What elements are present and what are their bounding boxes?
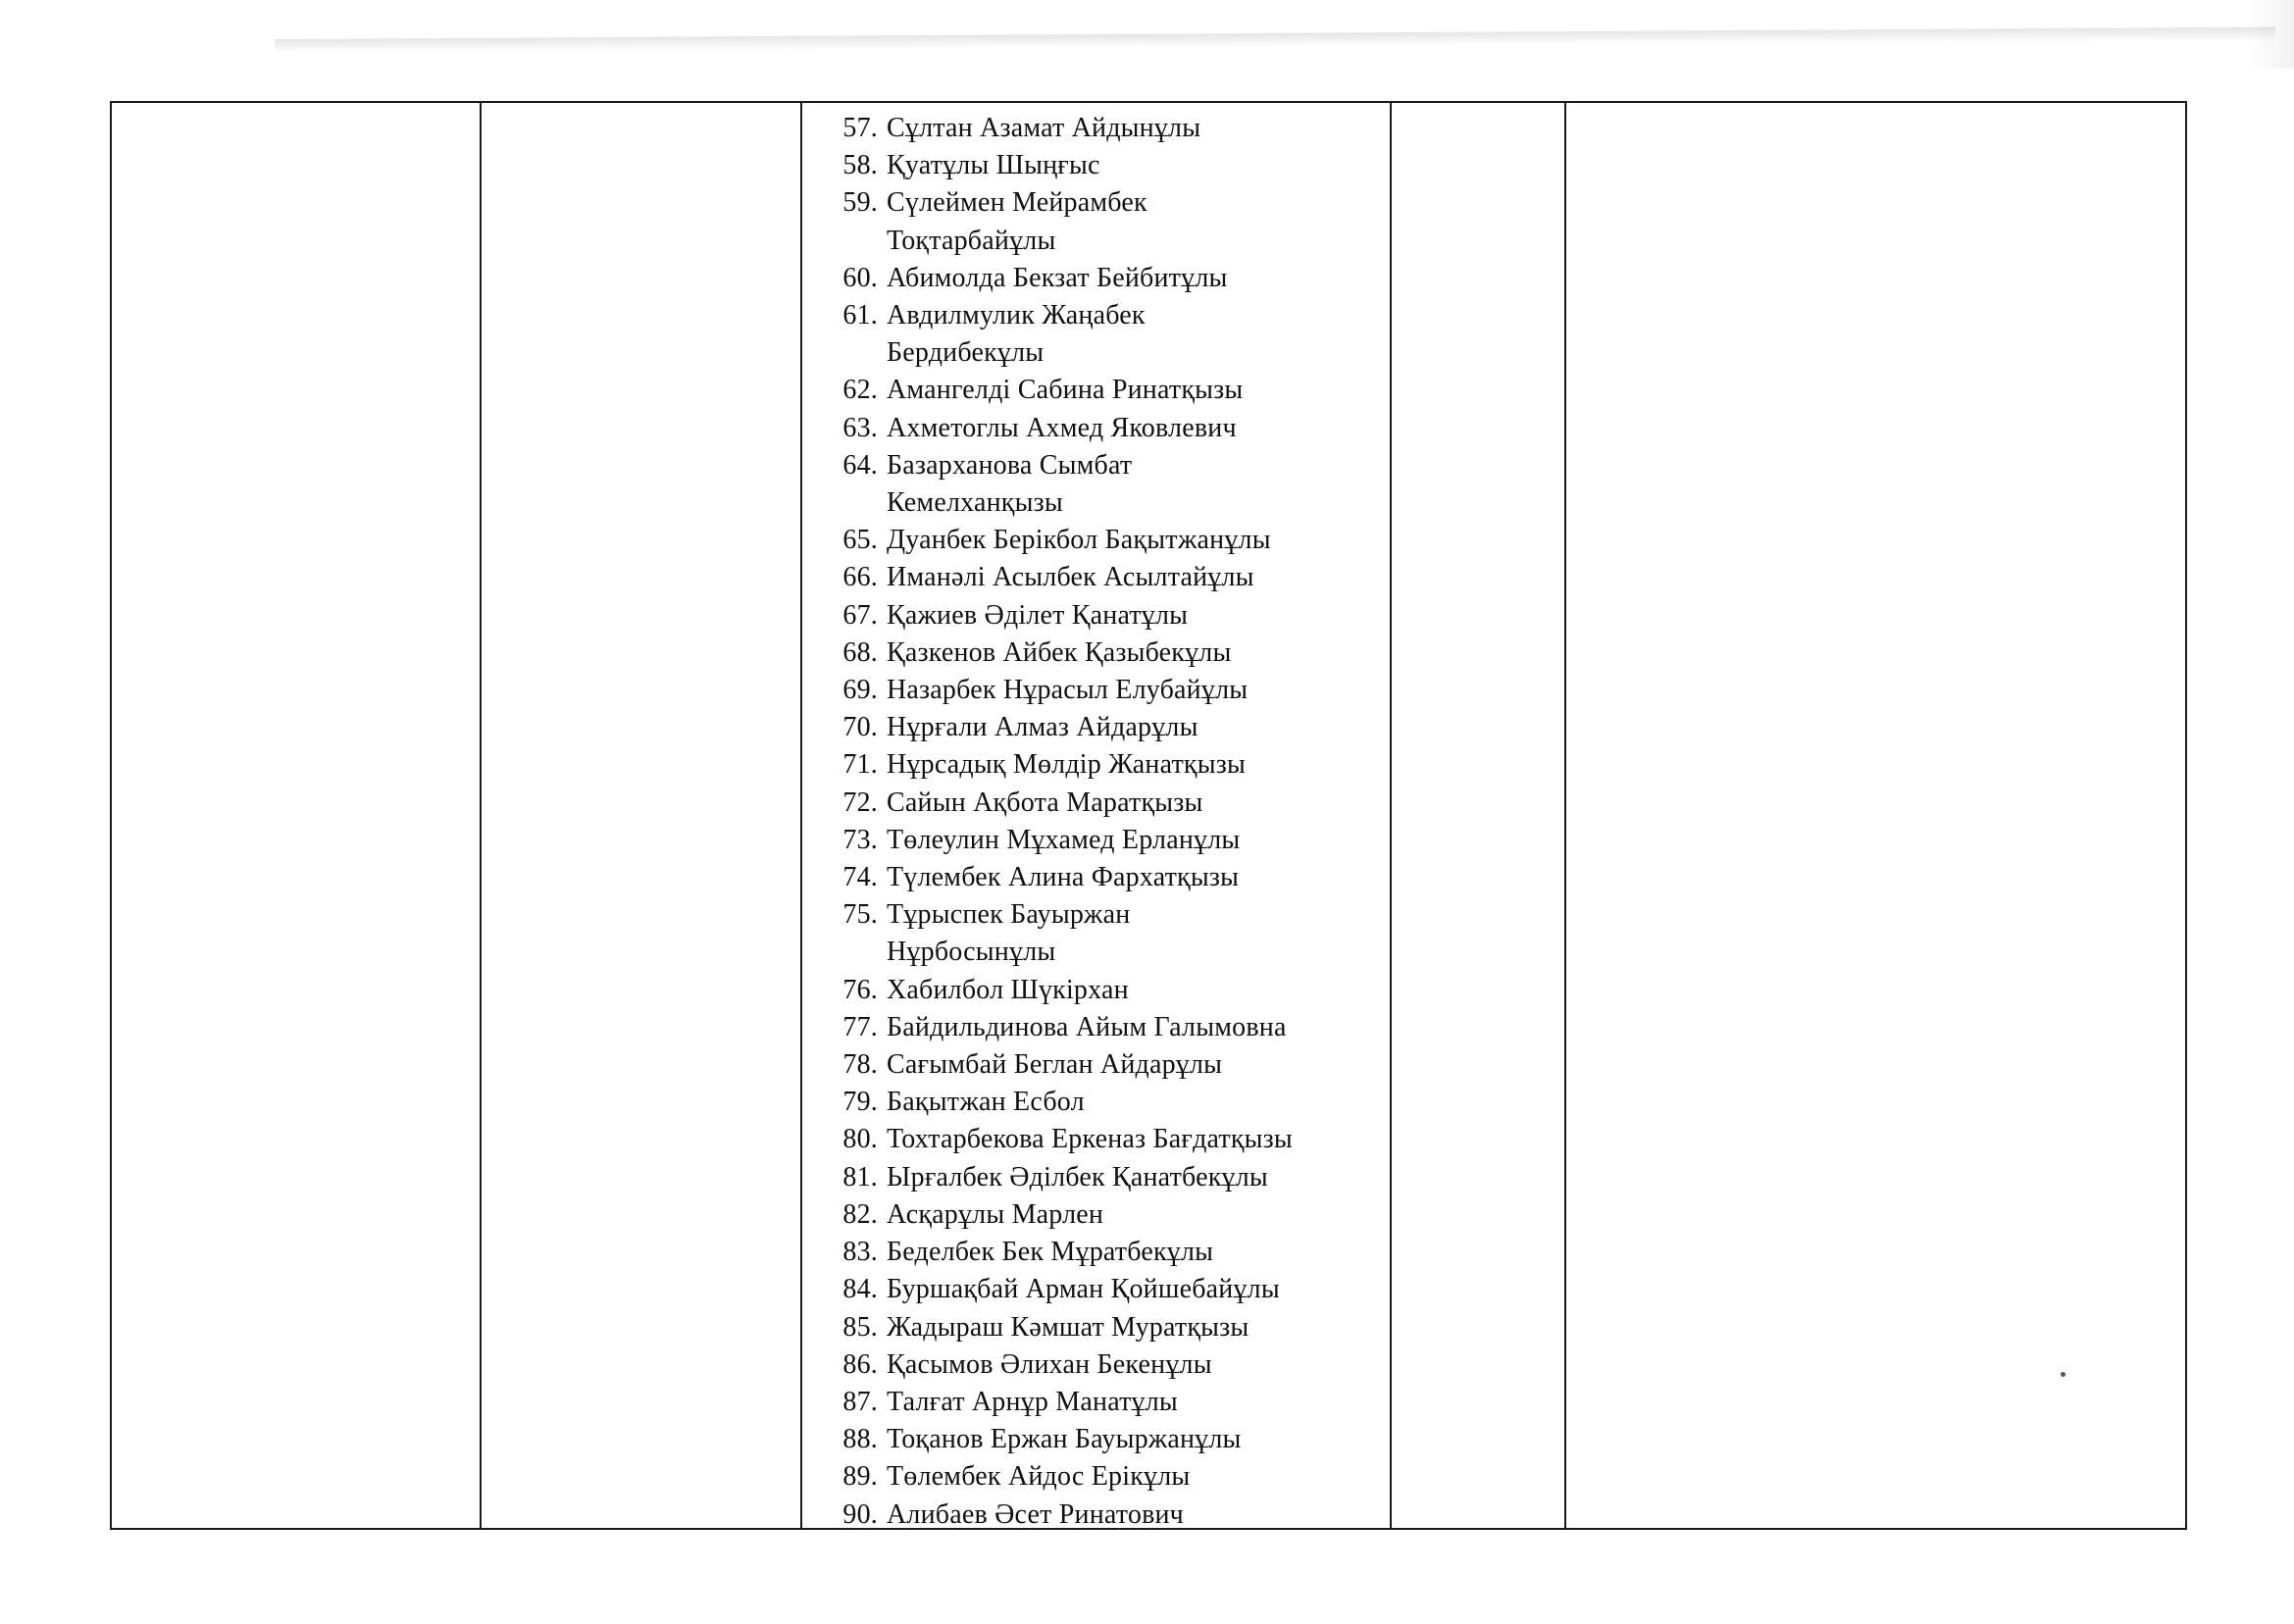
list-item: [802, 1196, 1390, 1234]
list-item-name: Қасымов Әлихан Бекенұлы: [887, 1348, 1212, 1380]
list-item: [802, 1084, 1390, 1121]
list-item: [802, 822, 1390, 859]
list-item: [802, 1497, 1390, 1534]
list-item: [802, 1046, 1390, 1084]
list-item-number: 86.: [842, 1348, 878, 1380]
list-item-name: Ырғалбек Әділбек Қанатбекұлы: [887, 1161, 1268, 1193]
list-item: [802, 1384, 1390, 1421]
participant-list: [802, 110, 1390, 1534]
list-item-number: 79.: [842, 1087, 878, 1118]
list-item-name: Беделбек Бек Мұратбекұлы: [887, 1237, 1214, 1268]
list-item-name: Қуатұлы Шыңғыс: [887, 150, 1100, 181]
list-item-number: 64.: [842, 449, 878, 481]
list-item-number: 66.: [842, 562, 878, 593]
list-item: [802, 709, 1390, 746]
list-item-name: Төлеулин Мұхамед Ерланұлы: [887, 824, 1241, 855]
list-item-number: 89.: [842, 1461, 878, 1493]
list-item-name: Алибаев Әсет Ринатович: [887, 1498, 1184, 1530]
list-item: [802, 896, 1390, 971]
list-item-name: Асқарұлы Марлен: [887, 1198, 1104, 1230]
list-item-number: 83.: [842, 1237, 878, 1268]
list-item-name: Тұрыспек Бауыржан Нұрбосынұлы: [887, 899, 1131, 968]
list-item-name: Сұлтан Азамат Айдынұлы: [887, 113, 1201, 143]
list-item-number: 70.: [842, 712, 878, 743]
list-item-name: Назарбек Нұрасыл Елубайұлы: [887, 675, 1249, 706]
list-item-name: Тоқанов Ержан Бауыржанұлы: [887, 1424, 1242, 1455]
list-item-name: Талғат Арнұр Манатұлы: [887, 1386, 1178, 1417]
list-item-name: Төлембек Айдос Ерікұлы: [887, 1461, 1191, 1493]
list-item-name: Жадыраш Кәмшат Муратқызы: [887, 1311, 1249, 1343]
list-item-name: Бақытжан Есбол: [887, 1087, 1085, 1118]
list-item: [802, 1421, 1390, 1458]
list-item: [802, 522, 1390, 559]
table-column-2: [482, 103, 802, 1528]
list-item-number: 63.: [842, 412, 878, 443]
scan-speck: [2061, 1372, 2065, 1377]
list-item: [802, 110, 1390, 147]
list-item-number: 58.: [842, 150, 878, 181]
list-item-name: Буршақбай Арман Қойшебайұлы: [887, 1274, 1280, 1305]
list-item: [802, 1159, 1390, 1196]
list-item-name: Хабилбол Шүкірхан: [887, 974, 1129, 1005]
list-item: [802, 1271, 1390, 1308]
list-item-number: 88.: [842, 1424, 878, 1455]
list-item-number: 72.: [842, 787, 878, 818]
list-item-number: 68.: [842, 636, 878, 668]
list-item: [802, 1234, 1390, 1271]
list-item-name: Сүлеймен Мейрамбек Тоқтарбайұлы: [887, 187, 1147, 256]
list-item: [802, 746, 1390, 784]
list-item-number: 87.: [842, 1386, 878, 1417]
list-item-number: 74.: [842, 862, 878, 893]
list-item: [802, 260, 1390, 297]
list-item-number: 69.: [842, 675, 878, 706]
list-item-number: 78.: [842, 1049, 878, 1081]
document-table: [110, 101, 2187, 1530]
list-item: [802, 859, 1390, 896]
list-item: [802, 1121, 1390, 1158]
list-item: [802, 972, 1390, 1009]
list-item-name: Байдильдинова Айым Галымовна: [887, 1011, 1287, 1042]
list-item-name: Абимолда Бекзат Бейбитұлы: [887, 262, 1228, 293]
list-item: [802, 147, 1390, 184]
list-item-number: 73.: [842, 824, 878, 855]
list-item-name: Нұрғали Алмаз Айдарұлы: [887, 712, 1198, 743]
list-item: [802, 447, 1390, 522]
table-column-names: [802, 103, 1392, 1528]
list-item-name: Қазкенов Айбек Қазыбекұлы: [887, 636, 1232, 668]
list-item-number: 61.: [842, 300, 878, 331]
table-column-5: [1566, 103, 2185, 1528]
list-item: [802, 634, 1390, 672]
list-item-name: Дуанбек Берікбол Бақытжанұлы: [887, 525, 1271, 556]
list-item-name: Сайын Ақбота Маратқызы: [887, 787, 1203, 818]
list-item-number: 84.: [842, 1274, 878, 1305]
list-item-number: 76.: [842, 974, 878, 1005]
list-item-number: 90.: [842, 1498, 878, 1530]
list-item-number: 60.: [842, 262, 878, 293]
list-item-number: 77.: [842, 1011, 878, 1042]
list-item: [802, 1458, 1390, 1496]
list-item: [802, 1309, 1390, 1346]
list-item-number: 85.: [842, 1311, 878, 1343]
list-item: [802, 184, 1390, 259]
list-item-number: 81.: [842, 1161, 878, 1193]
scan-top-shadow: [275, 27, 2275, 53]
scan-right-edge: [2246, 0, 2294, 69]
list-item-number: 65.: [842, 525, 878, 556]
list-item: [802, 1009, 1390, 1046]
list-item-number: 75.: [842, 899, 878, 931]
list-item-number: 67.: [842, 599, 878, 631]
list-item: [802, 597, 1390, 634]
list-item: [802, 410, 1390, 447]
list-item-name: Қажиев Әділет Қанатұлы: [887, 599, 1189, 631]
list-item-name: Түлембек Алина Фархатқызы: [887, 862, 1240, 893]
list-item-name: Иманәлі Асылбек Асылтайұлы: [887, 562, 1254, 593]
list-item-name: Нұрсадық Мөлдір Жанатқызы: [887, 749, 1247, 781]
list-item: [802, 372, 1390, 409]
list-item-number: 80.: [842, 1124, 878, 1155]
list-item: [802, 559, 1390, 596]
list-item-name: Сағымбай Беглан Айдарұлы: [887, 1049, 1223, 1081]
list-item-number: 57.: [842, 113, 878, 143]
list-item-number: 59.: [842, 187, 878, 219]
list-item-name: Авдилмулик Жаңабек Бердибекұлы: [887, 300, 1146, 369]
list-item: [802, 1346, 1390, 1384]
list-item-number: 71.: [842, 749, 878, 781]
list-item: [802, 672, 1390, 709]
list-item-number: 82.: [842, 1198, 878, 1230]
table-column-4: [1392, 103, 1566, 1528]
list-item-name: Тохтарбекова Еркеназ Бағдатқызы: [887, 1124, 1293, 1155]
table-column-1: [112, 103, 482, 1528]
list-item-name: Базарханова Сымбат Кемелханқызы: [887, 449, 1133, 519]
list-item-number: 62.: [842, 375, 878, 406]
list-item-name: Амангелді Сабина Ринатқызы: [887, 375, 1244, 406]
list-item: [802, 785, 1390, 822]
list-item: [802, 297, 1390, 372]
list-item-name: Ахметоглы Ахмед Яковлевич: [887, 412, 1237, 443]
